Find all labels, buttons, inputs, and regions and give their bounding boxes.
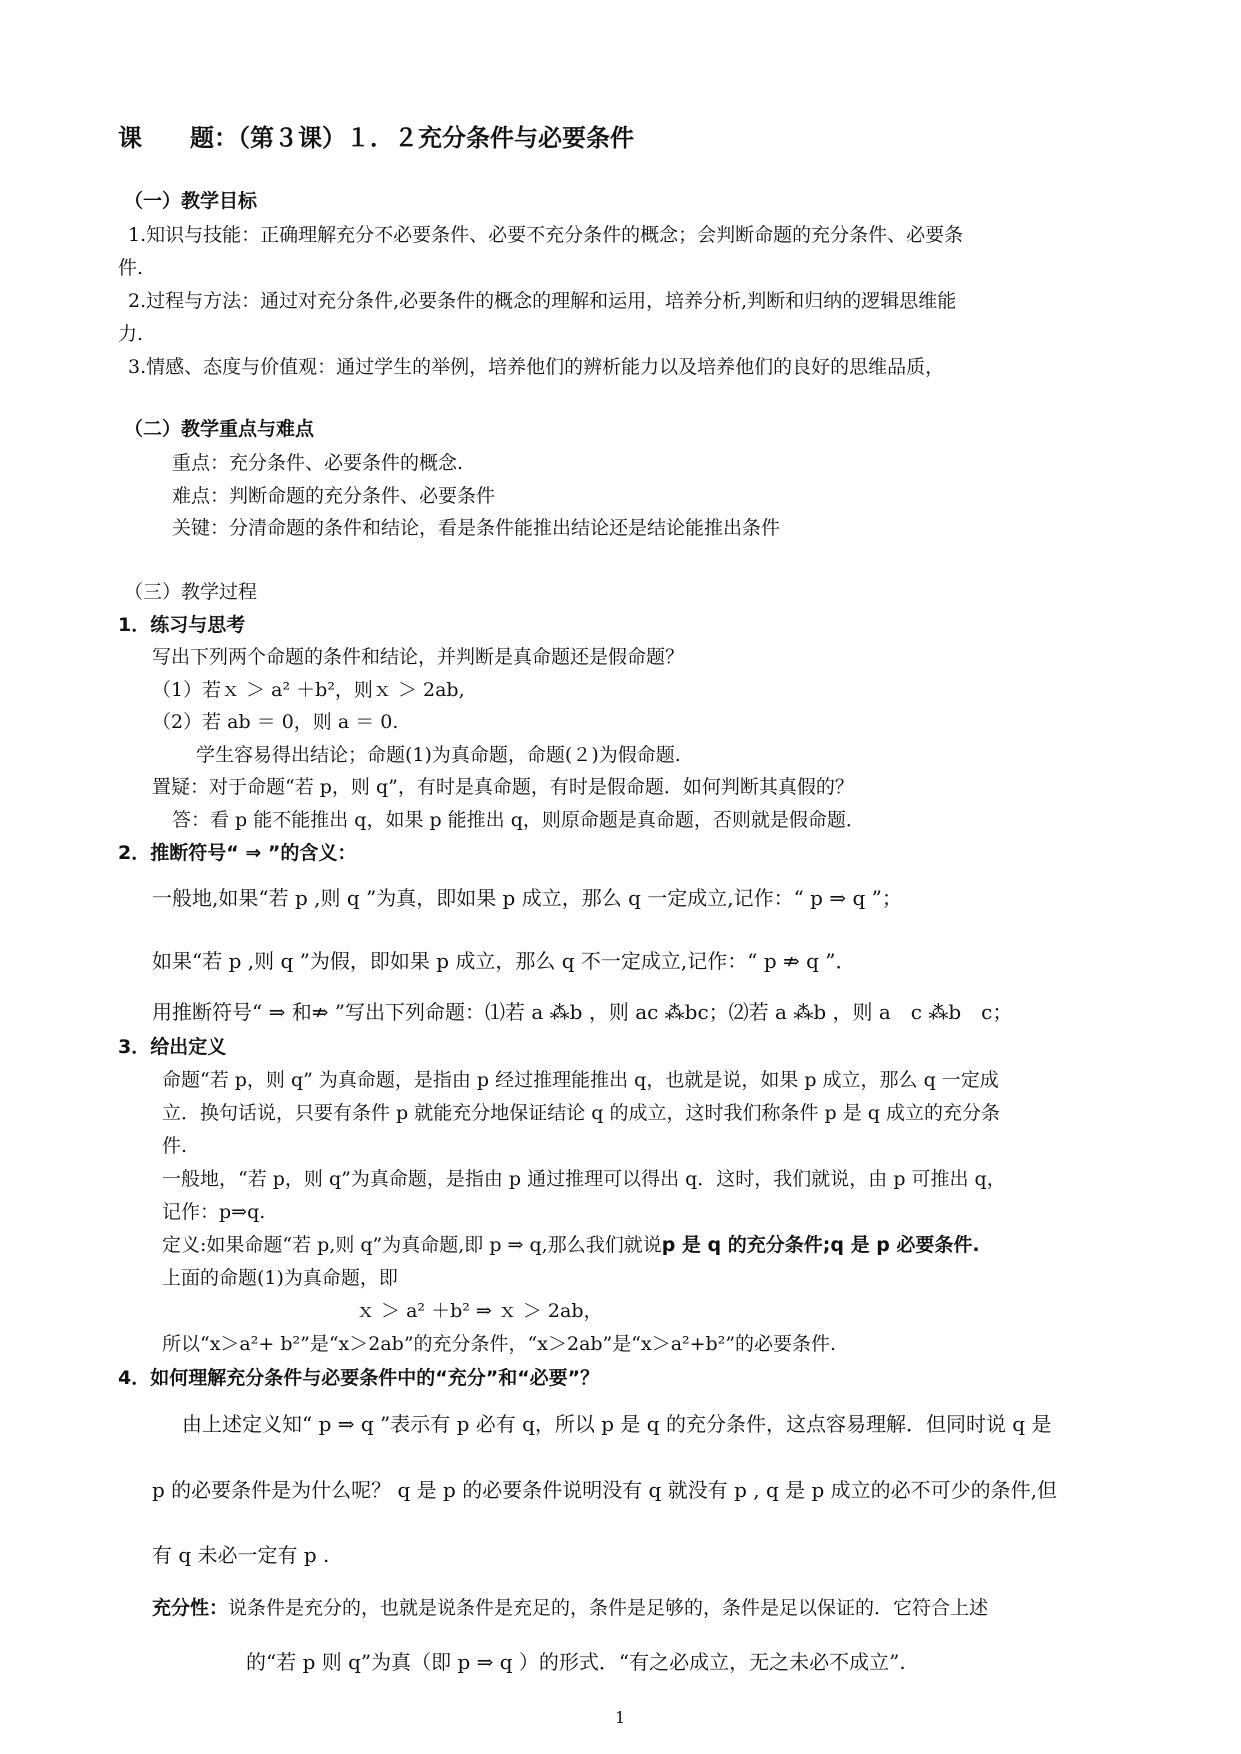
body-line: 件. bbox=[162, 1135, 188, 1157]
subheading-understanding: 4．如何理解充分条件与必要条件中的“充分”和“必要”？ bbox=[118, 1367, 600, 1389]
section-heading-process: （三）教学过程 bbox=[124, 581, 258, 603]
key-point-line: 难点：判断命题的充分条件、必要条件 bbox=[172, 485, 496, 507]
body-line: 立．换句话说，只要有条件 p 就能充分地保证结论 q 的成立，这时我们称条件 p 是 q 成立的充分条 bbox=[162, 1102, 1000, 1124]
subheading-definition: 3．给出定义 bbox=[118, 1036, 227, 1058]
body-line: 上面的命题(1)为真命题，即 bbox=[162, 1267, 398, 1289]
objective-line: 力. bbox=[118, 323, 144, 345]
body-line: 一般地，“若 p，则 q”为真命题，是指由 p 通过推理可以得出 q．这时，我们就说，由 p 可推出 q， bbox=[162, 1168, 1006, 1190]
body-line: 置疑：对于命题“若 p，则 q”，有时是真命题，有时是假命题．如何判断其真假的？ bbox=[152, 776, 854, 798]
formula-line: ｘ ＞ a² ＋b² ⇒ ｘ ＞ 2ab， bbox=[356, 1300, 603, 1322]
body-line: （1）若ｘ ＞ a² ＋b²，则ｘ ＞ 2ab, bbox=[152, 679, 465, 701]
sufficiency-label: 充分性： bbox=[152, 1597, 229, 1619]
page-number: 1 bbox=[615, 1708, 626, 1727]
section-heading-key-points: （二）教学重点与难点 bbox=[124, 418, 315, 440]
key-point-line: 重点：充分条件、必要条件的概念. bbox=[172, 452, 464, 474]
definition-line bbox=[162, 1234, 980, 1257]
sufficiency-line bbox=[152, 1597, 988, 1620]
key-point-line: 关键：分清命题的条件和结论，看是条件能推出结论还是结论能推出条件 bbox=[172, 517, 781, 539]
body-line: p 的必要条件是为什么呢？ q 是 p 的必要条件说明没有 q 就没有 p , q 是 p 成立的必不可少的条件,但 bbox=[152, 1478, 1057, 1502]
sufficiency-text: 说条件是充分的，也就是说条件是充足的，条件是足够的，条件是足以保证的．它符合上述 bbox=[228, 1597, 989, 1619]
body-line: 一般地,如果“若 p ,则 q ”为真，即如果 p 成立，那么 q 一定成立,记作：“ p ⇒ q ”； bbox=[152, 886, 902, 910]
objective-line: 件. bbox=[118, 257, 144, 279]
body-line: 命题“若 p，则 q” 为真命题，是指由 p 经过推理能推出 q，也就是说，如果 p 成立，那么 q 一定成 bbox=[162, 1069, 999, 1091]
definition-bold-text: p 是 q 的充分条件;q 是 p 必要条件. bbox=[661, 1234, 980, 1256]
subheading-symbol: 2．推断符号“ ⇒ ”的含义： bbox=[118, 842, 357, 864]
body-line: 如果“若 p ,则 q ”为假，即如果 p 成立，那么 q 不一定成立,记作：“ p ⇏ q ”． bbox=[152, 949, 856, 973]
body-line: （2）若 ab ＝ 0，则 a ＝ 0. bbox=[152, 711, 399, 733]
objective-line: 3.情感、态度与价值观：通过学生的举例，培养他们的辨析能力以及培养他们的良好的思维品质， bbox=[128, 356, 945, 378]
body-line: 学生容易得出结论；命题(1)为真命题，命题(２)为假命题. bbox=[196, 744, 681, 766]
objective-line: 2.过程与方法：通过对充分条件,必要条件的概念的理解和运用，培养分析,判断和归纳的逻辑思维能 bbox=[128, 290, 957, 312]
body-line: 所以“x＞a²+ b²”是“x＞2ab”的充分条件，“x＞2ab”是“x＞a²+b²”的必要条件. bbox=[162, 1333, 837, 1355]
section-heading-objectives: （一）教学目标 bbox=[124, 190, 258, 212]
definition-text: 定义:如果命题“若 p,则 q”为真命题,即 p ⇒ q,那么我们就说 bbox=[162, 1234, 662, 1256]
subheading-practice: 1．练习与思考 bbox=[118, 614, 246, 636]
body-line: 有 q 未必一定有 p . bbox=[152, 1543, 330, 1567]
body-line: 由上述定义知“ p ⇒ q ”表示有 p 必有 q，所以 p 是 q 的充分条件，这点容易理解．但同时说 q 是 bbox=[182, 1412, 1052, 1436]
body-line: 用推断符号“ ⇒ 和⇏ ”写出下列命题：⑴若 a ⁂b ，则 ac ⁂bc；⑵若 a ⁂b ，则 a c ⁂b c； bbox=[152, 1000, 1013, 1024]
lesson-title: 课 题：（第３课）１．２充分条件与必要条件 bbox=[118, 124, 634, 152]
body-line: 答：看 p 能不能推出 q，如果 p 能推出 q，则原命题是真命题，否则就是假命题． bbox=[172, 809, 865, 831]
body-line: 的“若 p 则 q”为真（即 p ⇒ q ）的形式．“有之必成立，无之未必不成立”. bbox=[246, 1650, 906, 1674]
body-line: 写出下列两个命题的条件和结论，并判断是真命题还是假命题？ bbox=[152, 646, 685, 668]
body-line: 记作：p⇒q. bbox=[162, 1201, 266, 1223]
objective-line: 1.知识与技能：正确理解充分不必要条件、必要不充分条件的概念；会判断命题的充分条件、必要条 bbox=[128, 224, 964, 246]
